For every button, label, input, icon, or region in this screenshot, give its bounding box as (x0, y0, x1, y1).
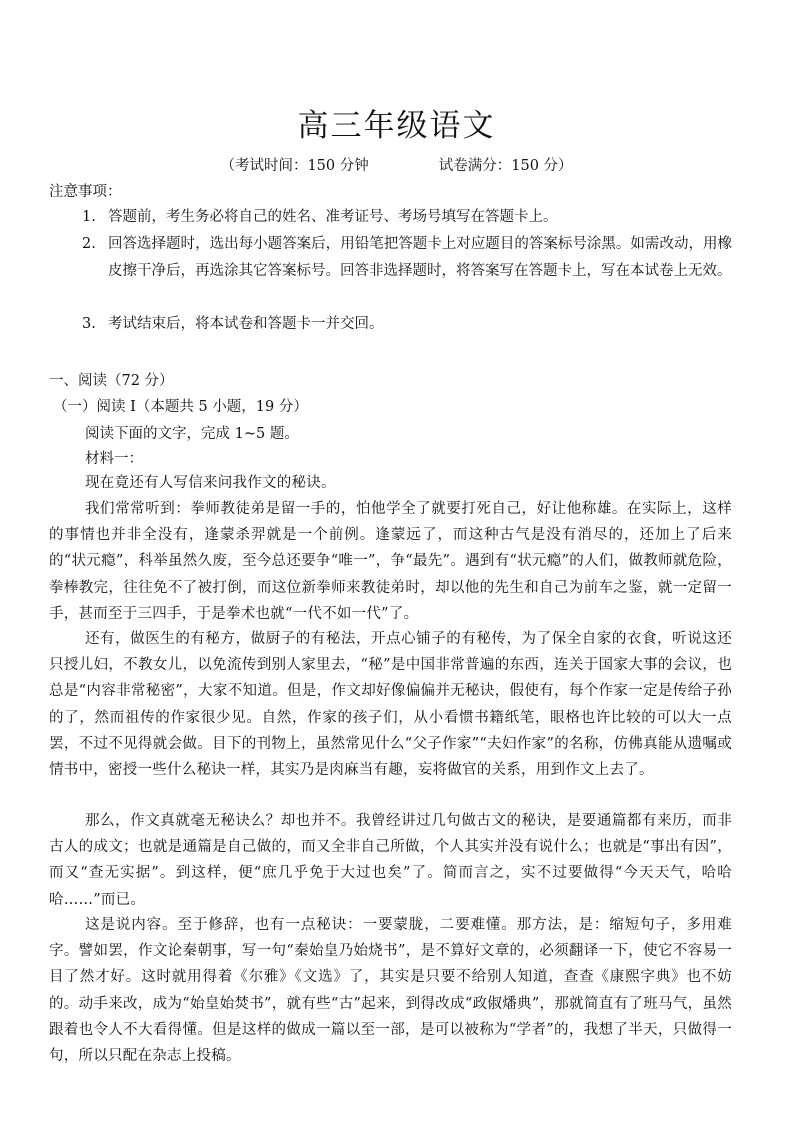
note-item (82, 311, 732, 338)
paragraph: 还有，做医生的有秘方，做厨子的有秘法，开点心铺子的有秘传，为了保全自家的衣食，听说这还只授儿妇，不教女儿，以免流传到别人家里去，“秘”是中国非常普遍的东西，连关于国家大事的会议，也总是“内容非常秘密”，大家不知道。但是，作文却好像偏偏并无秘诀，假使有，每个作家一定是传给子孙的了，然而祖传的作家很少见。自然，作家的孩子们，从小看惯书籍纸笔，眼格也许比较的可以大一点罢，不过不见得就会做。目下的刊物上，虽然常见什么“父子作家”“夫妇作家”的名称，仿佛真能从遗嘱或情书中，密授一些什么秘诀一样，其实乃是肉麻当有趣，妄将做官的关系，用到作文上去了。 (49, 631, 732, 779)
paragraph: 现在竟还有人写信来问我作文的秘诀。 (85, 475, 336, 491)
exam-info (0, 154, 793, 175)
note-number: 2. (82, 236, 96, 252)
note-text: 答题前，考生务必将自己的姓名、准考证号、考场号填写在答题卡上。 (108, 209, 558, 225)
note-item (82, 231, 732, 284)
section-heading: 一、阅读（72 分） (49, 373, 174, 389)
sub-section-heading: （一）阅读 I（本题共 5 小题，19 分） (53, 399, 308, 415)
exam-time: （考试时间：150 分钟 (220, 158, 369, 174)
full-score: 试卷满分：150 分） (438, 158, 573, 174)
paragraph: 这是说内容。至于修辞，也有一点秘诀：一要蒙胧，二要难懂。那方法，是：缩短句子，多用难字。譬如罢，作文论秦朝事，写一句“秦始皇乃始烧书”，是不算好文章的，必须翻译一下，使它不容易一目了然才好。这时就用得着《尔雅》《文选》了，其实是只要不给别人知道，查查《康熙字典》也不妨的。动手来改，成为“始皇始焚书”，就有些“古”起来，到得改成“政俶燔典”，那就简直有了班马气，虽然跟着也令人不大看得懂。但是这样的做成一篇以至一部，是可以被称为“学者”的，我想了半天，只做得一句，所以只配在杂志上投稿。 (49, 917, 732, 1065)
note-text: 回答选择题时，选出每小题答案后，用铅笔把答题卡上对应题目的答案标号涂黑。如需改动，用橡皮擦干净后，再选涂其它答案标号。回答非选择题时，将答案写在答题卡上，写在本试卷上无效。 (108, 236, 732, 279)
note-text: 考试结束后，将本试卷和答题卡一并交回。 (108, 316, 384, 332)
notes-heading: 注意事项： (49, 184, 122, 200)
page-title: 高三年级语文 (297, 108, 496, 144)
paragraph: 我们常常听到：拳师教徒弟是留一手的，怕他学全了就要打死自己，好让他称雄。在实际上，这样的事情也并非全没有，逢蒙杀羿就是一个前例。逢蒙远了，而这种古气是没有消尽的，还加上了后来的“状元瘾”，科举虽然久废，至今总还要争“唯一”，争“最先”。遇到有“状元瘾”的人们，做教师就危险，拳棒教完，往往免不了被打倒，而这位新拳师来教徒弟时，却以他的先生和自己为前车之鉴，就一定留一手，甚而至于三四手，于是拳术也就“一代不如一代”了。 (49, 501, 732, 622)
instruction: 阅读下面的文字，完成 1~5 题。 (85, 426, 299, 442)
material-label: 材料一： (85, 451, 143, 467)
note-number: 3. (82, 316, 96, 332)
note-number: 1. (82, 209, 96, 225)
paragraph: 那么，作文真就毫无秘诀么？却也并不。我曾经讲过几句做古文的秘诀，是要通篇都有来历，而非古人的成文；也就是通篇是自己做的，而又全非自己所做，个人其实并没有说什么；也就是“事出有因”，而又“查无实据”。到这样，便“庶几乎免于大过也矣”了。简而言之，实不过要做得“今天天气，哈哈哈……”而已。 (49, 813, 732, 908)
note-item (82, 204, 732, 231)
